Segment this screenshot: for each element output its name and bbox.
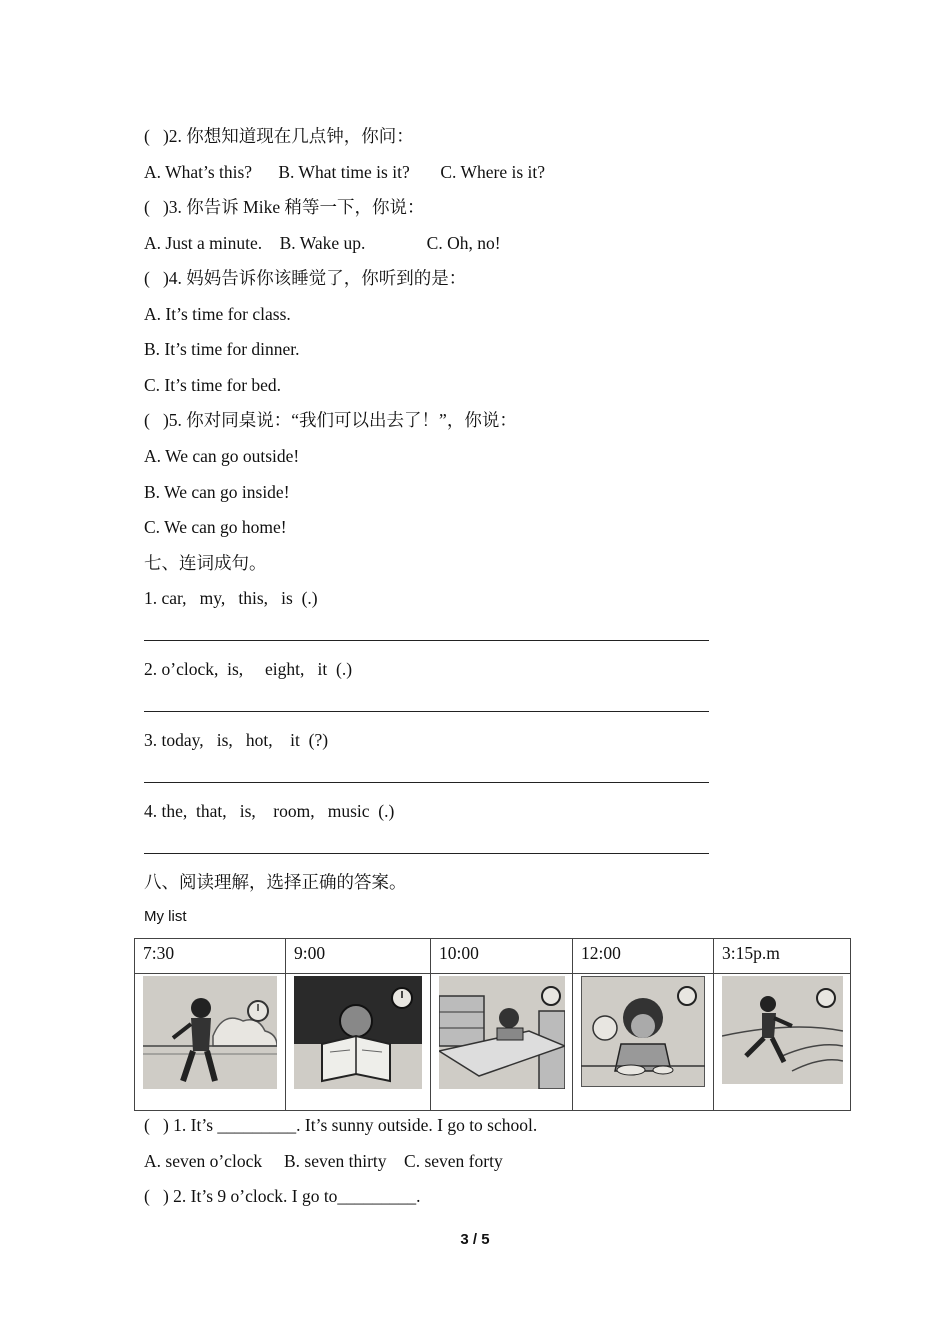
time-cell: 10:00 [431,939,573,974]
option-b: B. seven thirty [283,1151,387,1171]
clock-icon [817,989,835,1007]
option-b: B. What time is it? [278,162,410,182]
time-cell: 9:00 [286,939,431,974]
sentence-item-4: 4. the, that, is, room, music (.) [144,801,395,821]
clock-icon [678,987,696,1005]
answer-line-1[interactable] [144,640,709,641]
list-title: My list [144,908,187,925]
option-c: C. It’s time for bed. [144,375,282,395]
option-a: A. It’s time for class. [144,304,291,324]
sentence-item-1: 1. car, my, this, is (.) [144,588,318,608]
picture-cell [286,974,431,1111]
sentence-item-3: 3. today, is, hot, it (?) [144,730,329,750]
reading-in-class-picture [294,976,422,1089]
question-6-3-options [144,232,501,254]
time-cell: 12:00 [573,939,714,974]
answer-line-2[interactable] [144,711,709,712]
option-c: C. seven forty [404,1151,503,1171]
question-8-1-options [144,1150,503,1172]
clock-icon [542,987,560,1005]
answer-line-4[interactable] [144,853,709,854]
option-a: A. seven o’clock [144,1151,263,1171]
reading-at-desk-picture [439,976,565,1089]
question-6-2: ( )2. 你想知道现在几点钟，你问： [144,126,414,146]
option-c: C. We can go home! [144,517,287,537]
option-a: A. We can go outside! [144,446,300,466]
picture-cell [573,974,714,1111]
schedule-table [134,938,851,1111]
option-b: B. We can go inside! [144,482,290,502]
option-c: C. Where is it? [440,162,546,182]
option-c: C. Oh, no! [426,233,501,253]
question-8-1: ( ) 1. It’s _________. It’s sunny outside. I go to school. [144,1115,538,1135]
option-b: B. Wake up. [279,233,366,253]
picture-cell [135,974,286,1111]
picture-cell [714,974,851,1111]
schedule-times-row [135,939,851,974]
running-picture [722,976,843,1084]
answer-line-3[interactable] [144,782,709,783]
option-a: A. What’s this? [144,162,253,182]
option-b: B. It’s time for dinner. [144,339,300,359]
page-number: 3 / 5 [460,1231,490,1248]
question-6-3: ( )3. 你告诉 Mike 稍等一下，你说： [144,197,425,217]
eating-lunch-picture [581,976,705,1087]
picture-cell [431,974,573,1111]
schedule-pictures-row [135,974,851,1111]
time-cell: 3:15p.m [714,939,851,974]
question-6-4: ( )4. 妈妈告诉你该睡觉了，你听到的是： [144,268,467,288]
section-8-title: 八、阅读理解，选择正确的答案。 [144,872,407,892]
question-6-2-options [144,161,545,183]
sentence-item-2: 2. o’clock, is, eight, it (.) [144,659,353,679]
section-7-title: 七、连词成句。 [144,553,267,573]
walking-to-school-picture [143,976,277,1089]
question-8-2: ( ) 2. It’s 9 o’clock. I go to_________. [144,1186,421,1206]
question-6-5: ( )5. 你对同桌说：“我们可以出去了！”，你说： [144,410,517,430]
time-cell: 7:30 [135,939,286,974]
option-a: A. Just a minute. [144,233,263,253]
